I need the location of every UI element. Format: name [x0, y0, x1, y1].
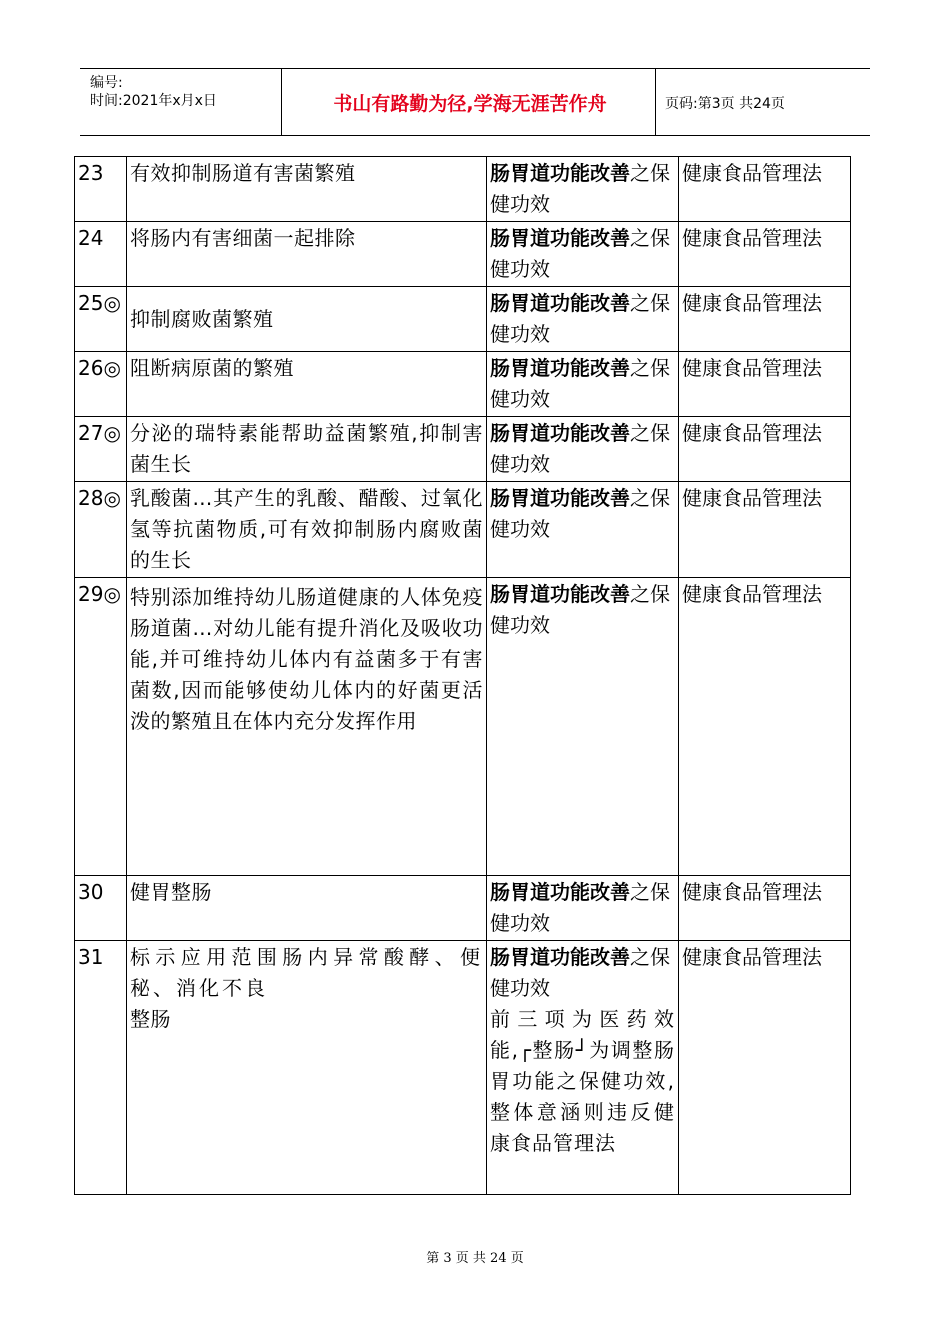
claim-extra: 整肠	[130, 1007, 171, 1031]
category-rest: 之保健功效	[490, 486, 670, 541]
category-cell	[487, 417, 679, 482]
law-cell: 健康食品管理法	[679, 941, 851, 1195]
table-row	[75, 352, 851, 417]
category-rest: 之保健功效	[490, 291, 670, 346]
page-footer: 第 3 页 共 24 页	[426, 1251, 524, 1266]
claim-text: 乳酸菌…其产生的乳酸、醋酸、过氧化氢等抗菌物质,可有效抑制肠内腐败菌的生长	[127, 482, 487, 578]
category-cell	[487, 157, 679, 222]
category-cell	[487, 482, 679, 578]
claim-text: 阻断病原菌的繁殖	[127, 352, 487, 417]
category-bold: 肠胃道功能改善	[490, 582, 630, 606]
table-row	[75, 578, 851, 876]
claim-cell	[127, 941, 487, 1195]
category-bold: 肠胃道功能改善	[490, 291, 630, 315]
law-cell: 健康食品管理法	[679, 352, 851, 417]
table-row	[75, 941, 851, 1195]
category-rest: 之保健功效	[490, 582, 670, 637]
header-page-info: 页码:第3页 共24页	[665, 96, 785, 112]
law-cell: 健康食品管理法	[679, 876, 851, 941]
category-note: 前三项为医药效能,┌整肠┘为调整肠胃功能之保健功效,整体意涵则违反健康食品管理法	[490, 1007, 675, 1155]
claim-text: 有效抑制肠道有害菌繁殖	[127, 157, 487, 222]
category-bold: 肠胃道功能改善	[490, 226, 630, 250]
header-divider	[281, 69, 282, 135]
row-number: 27◎	[75, 417, 127, 482]
category-bold: 肠胃道功能改善	[490, 356, 630, 380]
row-number: 25◎	[75, 287, 127, 352]
law-cell: 健康食品管理法	[679, 417, 851, 482]
category-cell	[487, 352, 679, 417]
header-code: 编号:	[90, 75, 123, 91]
claim-text: 将肠内有害细菌一起排除	[127, 222, 487, 287]
table-row	[75, 876, 851, 941]
claim-text: 健胃整肠	[127, 876, 487, 941]
category-bold: 肠胃道功能改善	[490, 880, 630, 904]
category-bold: 肠胃道功能改善	[490, 945, 630, 969]
header-meta	[90, 74, 217, 110]
category-rest: 之保健功效	[490, 226, 670, 281]
table-row	[75, 222, 851, 287]
claim-text: 标示应用范围肠内异常酸酵、便秘、消化不良	[130, 945, 483, 1000]
category-rest: 之保健功效	[490, 880, 670, 935]
category-rest: 之保健功效	[490, 161, 670, 216]
law-cell: 健康食品管理法	[679, 222, 851, 287]
table-row	[75, 417, 851, 482]
row-number: 30	[75, 876, 127, 941]
table-row	[75, 157, 851, 222]
row-number: 24	[75, 222, 127, 287]
category-cell	[487, 876, 679, 941]
category-rest: 之保健功效	[490, 421, 670, 476]
category-bold: 肠胃道功能改善	[490, 421, 630, 445]
law-cell: 健康食品管理法	[679, 578, 851, 876]
claim-text: 抑制腐败菌繁殖	[127, 287, 487, 352]
row-number: 29◎	[75, 578, 127, 876]
table-row	[75, 482, 851, 578]
category-cell	[487, 222, 679, 287]
category-bold: 肠胃道功能改善	[490, 486, 630, 510]
category-bold: 肠胃道功能改善	[490, 161, 630, 185]
category-rest: 之保健功效	[490, 945, 670, 1000]
law-cell: 健康食品管理法	[679, 482, 851, 578]
category-cell	[487, 287, 679, 352]
header-motto: 书山有路勤为径,学海无涯苦作舟	[333, 92, 607, 115]
law-cell: 健康食品管理法	[679, 157, 851, 222]
table-row	[75, 287, 851, 352]
row-number: 28◎	[75, 482, 127, 578]
category-cell	[487, 941, 679, 1195]
row-number: 23	[75, 157, 127, 222]
law-cell: 健康食品管理法	[679, 287, 851, 352]
page-header	[80, 68, 870, 136]
header-time: 时间:2021年x月x日	[90, 93, 217, 109]
row-number: 31	[75, 941, 127, 1195]
claims-table	[74, 156, 851, 1195]
category-rest: 之保健功效	[490, 356, 670, 411]
header-divider	[655, 69, 656, 135]
category-cell	[487, 578, 679, 876]
row-number: 26◎	[75, 352, 127, 417]
claim-text: 分泌的瑞特素能帮助益菌繁殖,抑制害菌生长	[127, 417, 487, 482]
claim-text: 特别添加维持幼儿肠道健康的人体免疫肠道菌…对幼儿能有提升消化及吸收功能,并可维持幼儿体内有益菌多于有害菌数,因而能够使幼儿体内的好菌更活泼的繁殖且在体内充分发挥作用	[127, 578, 487, 876]
